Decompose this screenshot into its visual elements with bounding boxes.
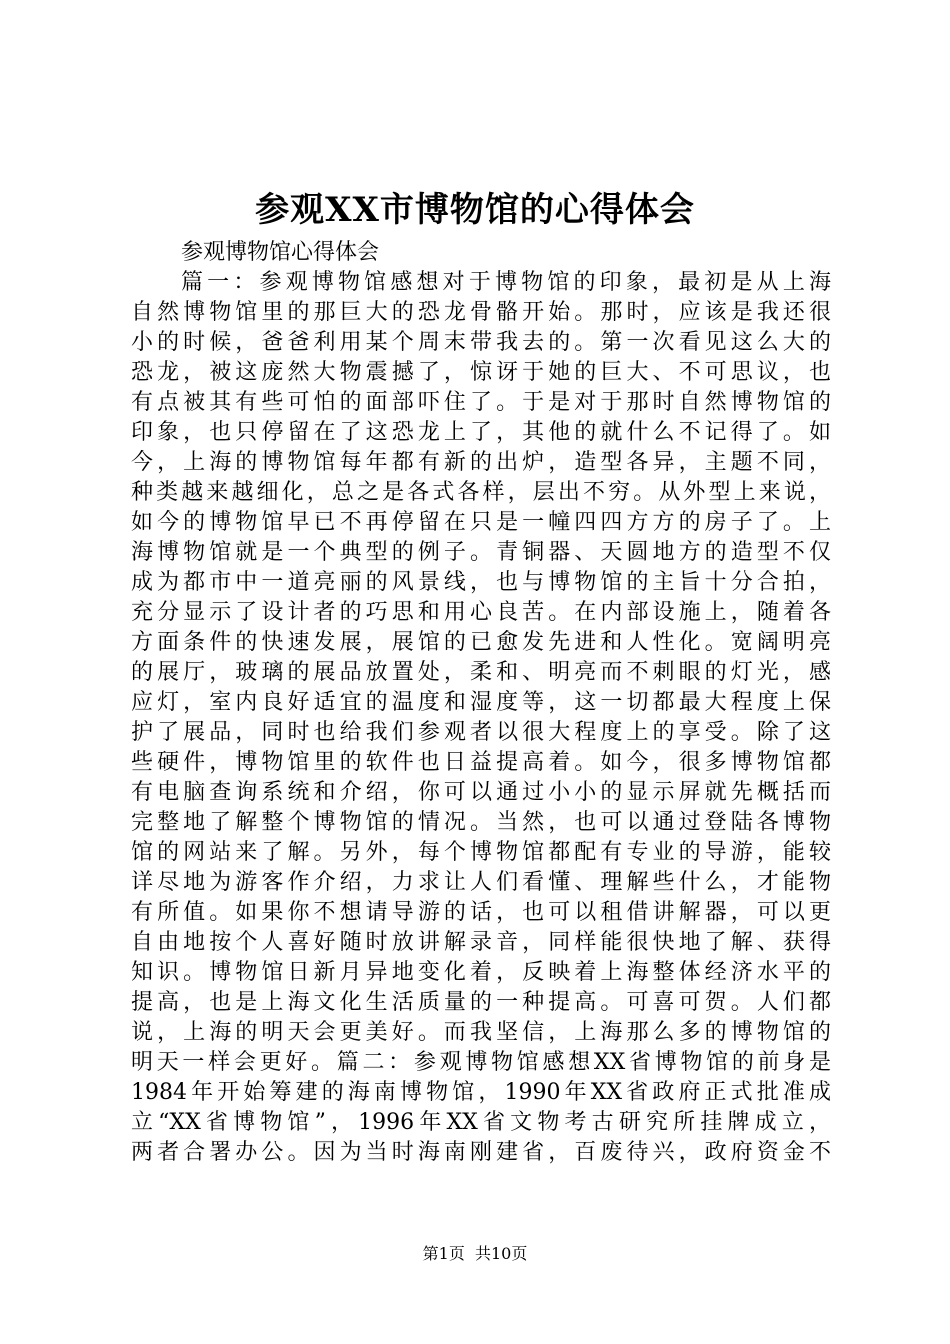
body-line: 如今的博物馆早已不再停留在只是一幢四四方方的房子了。上 xyxy=(131,510,831,535)
body-line: 小的时候，爸爸利用某个周末带我去的。第一次看见这么大的 xyxy=(131,330,831,355)
body-line: 今，上海的博物馆每年都有新的出炉，造型各异，主题不同， xyxy=(131,450,831,475)
body-line: 提高，也是上海文化生活质量的一种提高。可喜可贺。人们都 xyxy=(131,990,831,1015)
body-line: 馆的网站来了解。另外，每个博物馆都配有专业的导游，能较 xyxy=(131,840,831,865)
body-line: 海博物馆就是一个典型的例子。青铜器、天圆地方的造型不仅 xyxy=(131,540,831,565)
body-line: 有点被其有些可怕的面部吓住了。于是对于那时自然博物馆的 xyxy=(131,390,831,415)
body-line: 两者合署办公。因为当时海南刚建省，百废待兴，政府资金不 xyxy=(131,1140,831,1165)
body-line: 应灯，室内良好适宜的温度和湿度等，这一切都最大程度上保 xyxy=(131,690,831,715)
body-line: 恐龙，被这庞然大物震撼了，惊讶于她的巨大、不可思议，也 xyxy=(131,360,831,385)
document-title: 参观XX市博物馆的心得体会 xyxy=(255,190,695,230)
body-line: 完整地了解整个博物馆的情况。当然，也可以通过登陆各博物 xyxy=(131,810,831,835)
body-line: 有电脑查询系统和介绍，你可以通过小小的显示屏就先概括而 xyxy=(131,780,831,805)
body-line: 有所值。如果你不想请导游的话，也可以租借讲解器，可以更 xyxy=(131,900,831,925)
body-line: 印象，也只停留在了这恐龙上了，其他的就什么不记得了。如 xyxy=(131,420,831,445)
body-line: 立“XX省博物馆”，1996年XX省文物考古研究所挂牌成立， xyxy=(131,1110,831,1135)
body-line: 种类越来越细化，总之是各式各样，层出不穷。从外型上来说， xyxy=(131,480,831,505)
document-body xyxy=(131,268,831,1168)
body-line: 自由地按个人喜好随时放讲解录音，同样能很快地了解、获得 xyxy=(131,930,831,955)
body-line: 的展厅，玻璃的展品放置处，柔和、明亮而不刺眼的灯光，感 xyxy=(131,660,831,685)
body-line: 明天一样会更好。篇二：参观博物馆感想XX省博物馆的前身是 xyxy=(131,1050,831,1075)
body-line: 些硬件，博物馆里的软件也日益提高着。如今，很多博物馆都 xyxy=(131,750,831,775)
body-line: 说，上海的明天会更美好。而我坚信，上海那么多的博物馆的 xyxy=(131,1020,831,1045)
body-line: 充分显示了设计者的巧思和用心良苦。在内部设施上，随着各 xyxy=(131,600,831,625)
document-subtitle: 参观博物馆心得体会 xyxy=(181,240,380,265)
body-line: 详尽地为游客作介绍，力求让人们看懂、理解些什么，才能物 xyxy=(131,870,831,895)
body-line: 篇一：参观博物馆感想对于博物馆的印象，最初是从上海 xyxy=(181,270,831,295)
body-line: 1984年开始筹建的海南博物馆，1990年XX省政府正式批准成 xyxy=(131,1080,831,1105)
body-line: 自然博物馆里的那巨大的恐龙骨骼开始。那时，应该是我还很 xyxy=(131,300,831,325)
body-line: 护了展品，同时也给我们参观者以很大程度上的享受。除了这 xyxy=(131,720,831,745)
body-line: 知识。博物馆日新月异地变化着，反映着上海整体经济水平的 xyxy=(131,960,831,985)
body-line: 方面条件的快速发展，展馆的已愈发先进和人性化。宽阔明亮 xyxy=(131,630,831,655)
body-line: 成为都市中一道亮丽的风景线，也与博物馆的主旨十分合拍， xyxy=(131,570,831,595)
page-footer: 第1页 共10页 xyxy=(422,1244,528,1263)
